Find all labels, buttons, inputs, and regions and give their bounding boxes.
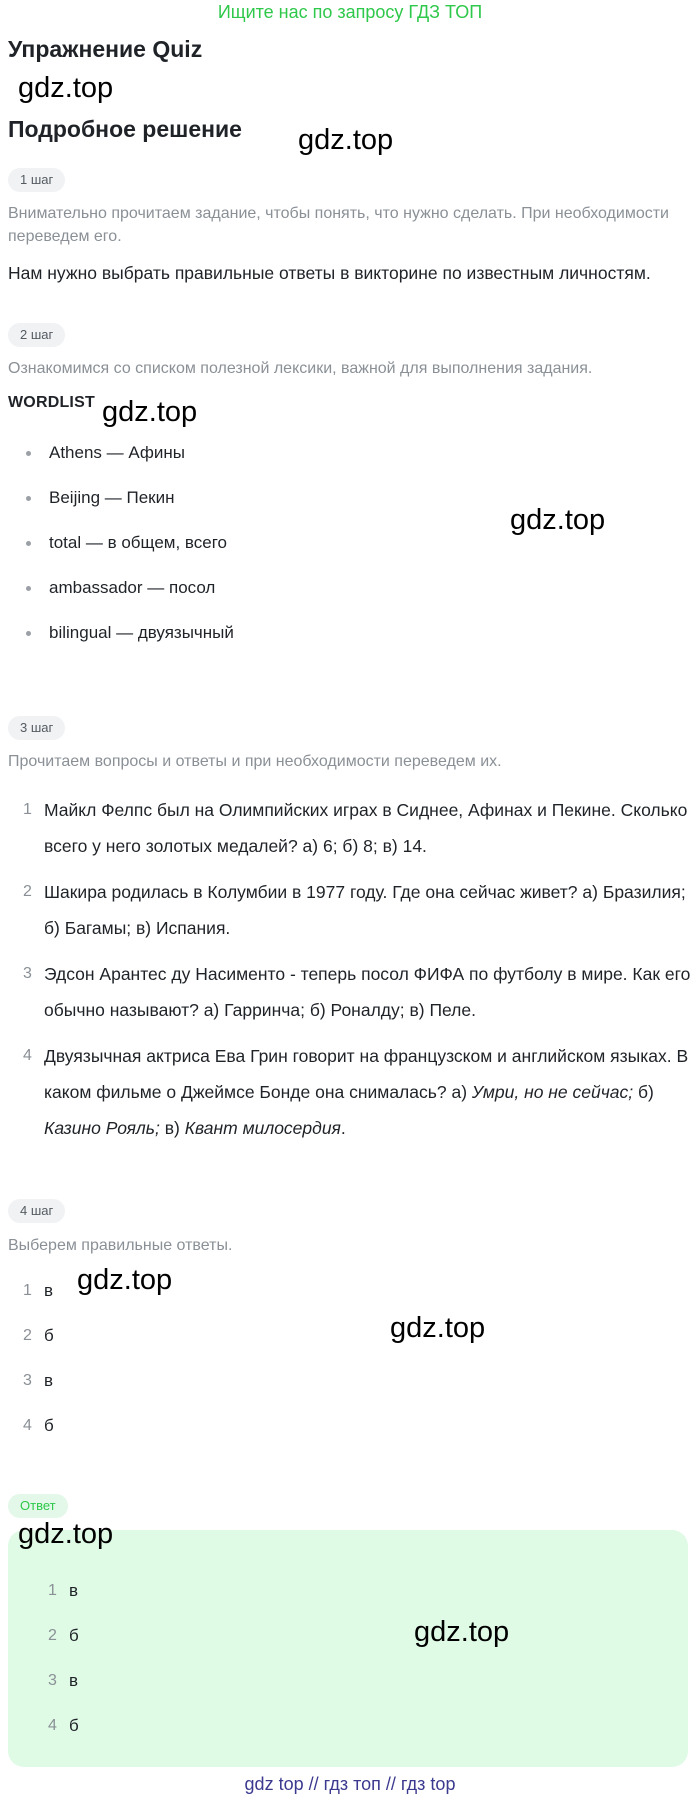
answer-value: б [69,1626,79,1645]
step-1-hint: Внимательно прочитаем задание, чтобы понять, что нужно сделать. При необходимости переведем его. [8,205,669,245]
step-4-answers [20,1280,54,1460]
word-text: Beijing — Пекин [49,488,175,507]
exercise-title: Упражнение Quiz [8,36,203,62]
word-text: Athens — Афины [49,443,185,462]
question-text-part: в) [159,1118,185,1138]
wordlist [26,442,234,667]
question-number: 4 [23,1047,32,1064]
list-item [26,577,234,622]
answer-item [45,1625,79,1670]
watermark: gdz.top [18,1518,114,1550]
answer-item [20,1280,54,1325]
question-text [44,1046,688,1138]
word-text: bilingual — двуязычный [49,623,234,642]
film-title: Казино Рояль; [44,1118,160,1138]
question-item [20,956,692,1028]
answer-item [20,1370,54,1415]
answer-item [45,1580,79,1625]
watermark: gdz.top [414,1616,510,1648]
question-text-part: б) [633,1082,654,1102]
section-title: Подробное решение [8,116,242,142]
watermark: gdz.top [390,1312,486,1344]
watermark: gdz.top [18,72,114,104]
list-item [26,442,234,487]
step-4-hint: Выберем правильные ответы. [8,1237,233,1254]
question-text-part: Двуязычная актриса Ева Грин говорит на французском и английском языках. В каком фильме о Джеймсе Бонде она снималась? а) [44,1046,689,1102]
question-item [20,792,692,864]
bullet-icon [26,541,31,546]
step-4-badge: 4 шаг [8,1199,65,1223]
answer-number: 2 [23,1327,32,1344]
answer-number: 4 [48,1717,57,1734]
watermark: gdz.top [77,1264,173,1296]
film-title: Квант милосердия [184,1118,341,1138]
final-answers [45,1580,79,1760]
answer-item [20,1415,54,1460]
answer-box [8,1530,688,1767]
top-banner: Ищите нас по запросу ГДЗ ТОП [217,2,483,22]
answer-number: 3 [48,1672,57,1689]
word-text: total — в общем, всего [49,533,227,552]
answer-item [20,1325,54,1370]
answer-value: б [69,1716,79,1735]
question-item [20,1038,692,1146]
answer-value: б [44,1416,54,1435]
step-2-hint: Ознакомимся со списком полезной лексики, важной для выполнения задания. [8,360,593,377]
answer-number: 2 [48,1627,57,1644]
step-3-badge: 3 шаг [8,716,65,740]
watermark: gdz.top [102,396,198,428]
question-number: 3 [23,965,32,982]
question-text: Майкл Фелпс был на Олимпийских играх в Сиднее, Афинах и Пекине. Сколько всего у него золотых медалей? а) 6; б) 8; в) 14. [44,800,688,856]
watermark: gdz.top [298,124,394,156]
questions-list [20,792,692,1156]
answer-value: б [44,1326,54,1345]
bullet-icon [26,586,31,591]
bullet-icon [26,496,31,501]
question-item [20,874,692,946]
question-number: 1 [23,801,32,818]
answer-badge: Ответ [8,1494,68,1518]
film-title: Умри, но не сейчас; [471,1082,634,1102]
answer-number: 1 [23,1282,32,1299]
bullet-icon [26,631,31,636]
answer-value: в [69,1581,79,1600]
step-3-hint: Прочитаем вопросы и ответы и при необходимости переведем их. [8,753,502,770]
answer-item [45,1670,79,1715]
step-1-text: Нам нужно выбрать правильные ответы в викторине по известным личностям. [8,263,651,283]
answer-number: 3 [23,1372,32,1389]
word-text: ambassador — посол [49,578,216,597]
step-1-badge: 1 шаг [8,168,65,192]
answer-number: 4 [23,1417,32,1434]
question-text: Эдсон Арантес ду Насименто - теперь посол ФИФА по футболу в мире. Как его обычно называют? а) Гарринча; б) Роналду; в) Пеле. [44,964,691,1020]
watermark: gdz.top [510,504,606,536]
answer-value: в [44,1281,54,1300]
answer-value: в [44,1371,54,1390]
question-text-part: . [340,1118,346,1138]
list-item [26,487,234,532]
bullet-icon [26,451,31,456]
answer-number: 1 [48,1582,57,1599]
footer-links[interactable]: gdz top // гдз топ // гдз top [244,1774,456,1794]
answer-value: в [69,1671,79,1690]
answer-item [45,1715,79,1760]
question-number: 2 [23,883,32,900]
question-text: Шакира родилась в Колумбии в 1977 году. Где она сейчас живет? а) Бразилия; б) Багамы; в) Испания. [44,882,686,938]
step-2-badge: 2 шаг [8,323,65,347]
wordlist-title: WORDLIST [8,394,95,411]
list-item [26,622,234,667]
list-item [26,532,234,577]
